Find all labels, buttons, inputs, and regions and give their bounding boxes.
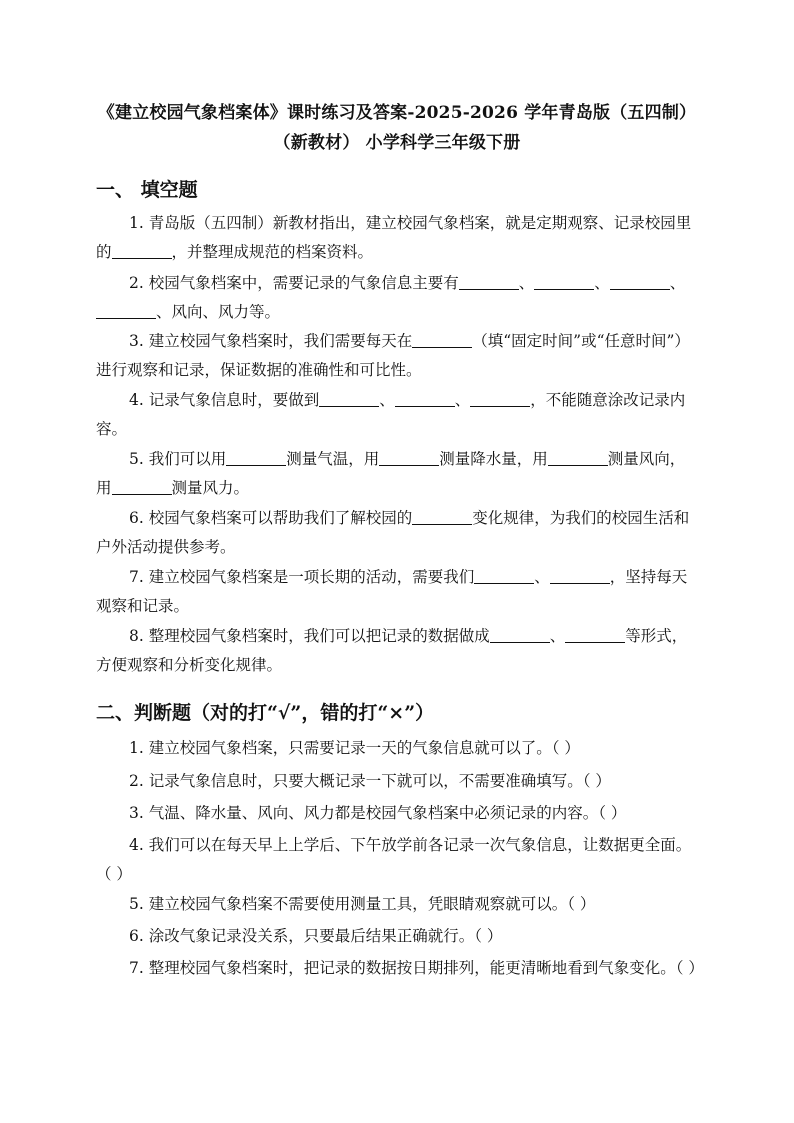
answer-blank[interactable] <box>565 627 625 644</box>
answer-blank[interactable] <box>319 391 379 408</box>
document-title-line2: （新教材） 小学科学三年级下册 <box>273 133 521 153</box>
judge-question-6: 6. 涂改气象记录没关系，只要最后结果正确就行。（ ） <box>129 927 503 945</box>
fill-question-1: 1. 青岛版（五四制）新教材指出，建立校园气象档案，就是定期观察、记录校园里的 ，并整理成规范的档案资料。 <box>96 214 692 261</box>
fill-question-8: 8. 整理校园气象档案时，我们可以把记录的数据做成 、 等形式，方便观察和分析变化规律。 <box>96 627 688 674</box>
answer-blank[interactable] <box>112 243 172 260</box>
fill-question-3: 3. 建立校园气象档案时，我们需要每天在 （填“固定时间”或“任意时间”）进行观察和记录，保证数据的准确性和可比性。 <box>96 332 690 379</box>
document-title-line1: 《建立校园气象档案体》课时练习及答案-2025-2026 学年青岛版（五四制） <box>97 103 697 123</box>
answer-blank[interactable] <box>474 568 534 585</box>
answer-blank[interactable] <box>226 450 286 467</box>
answer-blank[interactable] <box>379 450 439 467</box>
answer-blank[interactable] <box>490 627 550 644</box>
fill-question-7: 7. 建立校园气象档案是一项长期的活动，需要我们 、 ，坚持每天观察和记录。 <box>96 568 688 615</box>
fill-question-6: 6. 校园气象档案可以帮助我们了解校园的 变化规律，为我们的校园生活和户外活动提供参考。 <box>96 509 690 556</box>
judge-question-3: 3. 气温、降水量、风向、风力都是校园气象档案中必须记录的内容。（ ） <box>129 804 627 822</box>
answer-blank[interactable] <box>412 332 472 349</box>
judge-question-7: 7. 整理校园气象档案时，把记录的数据按日期排列，能更清晰地看到气象变化。（ ） <box>129 959 704 977</box>
answer-blank[interactable] <box>412 509 472 526</box>
judge-question-5: 5. 建立校园气象档案不需要使用测量工具，凭眼睛观察就可以。（ ） <box>129 895 596 913</box>
fill-question-4: 4. 记录气象信息时，要做到 、 、 ，不能随意涂改记录内容。 <box>96 391 686 438</box>
answer-blank[interactable] <box>470 391 530 408</box>
fill-question-5: 5. 我们可以用 测量气温，用 测量降水量，用 测量风向，用 测量风力。 <box>96 450 686 497</box>
answer-blank[interactable] <box>550 568 610 585</box>
judge-question-4: 4. 我们可以在每天早上上学后、下午放学前各记录一次气象信息，让数据更全面。（ ） <box>96 836 692 883</box>
answer-blank[interactable] <box>610 274 670 291</box>
section-true-false-heading: 二、判断题（对的打“√”，错的打“×”） <box>96 702 435 724</box>
answer-blank[interactable] <box>534 274 594 291</box>
fill-question-2: 2. 校园气象档案中，需要记录的气象信息主要有 、 、 、、风向、风力等。 <box>96 269 698 327</box>
answer-blank[interactable] <box>96 303 156 320</box>
judge-question-2: 2. 记录气象信息时，只要大概记录一下就可以，不需要准确填写。（ ） <box>129 772 611 790</box>
answer-blank[interactable] <box>548 450 608 467</box>
answer-blank[interactable] <box>112 479 172 496</box>
section-fill-in-heading: 一、 填空题 <box>96 179 198 201</box>
answer-blank[interactable] <box>395 391 455 408</box>
answer-blank[interactable] <box>459 274 519 291</box>
judge-question-1: 1. 建立校园气象档案，只需要记录一天的气象信息就可以了。（ ） <box>129 739 580 757</box>
